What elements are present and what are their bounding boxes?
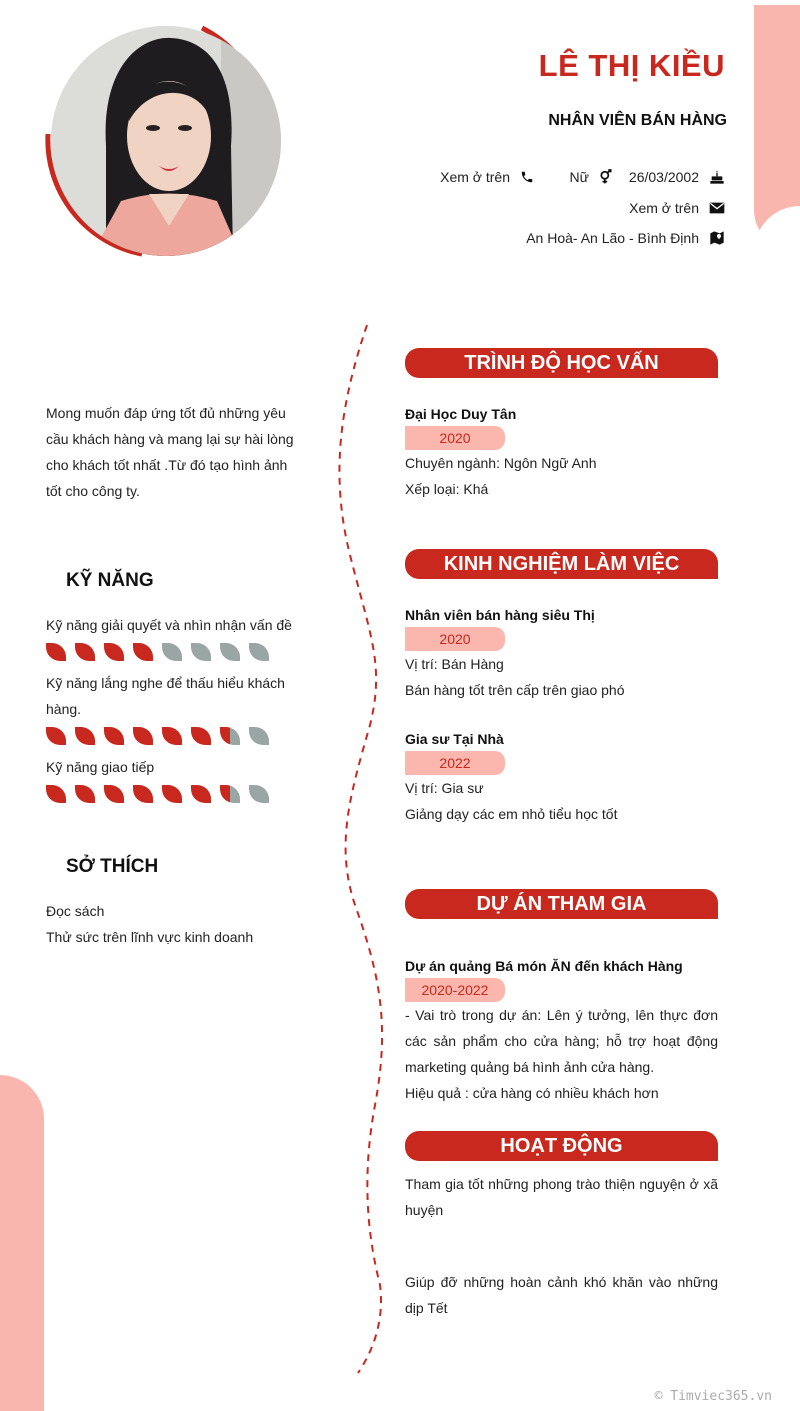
education-section-title: TRÌNH ĐỘ HỌC VẤN: [405, 348, 718, 378]
map-icon: [709, 230, 725, 246]
job-description: Bán hàng tốt trên cấp trên giao phó: [405, 682, 625, 698]
job-position: Vị trí: Gia sư: [405, 780, 484, 796]
job-company: Nhân viên bán hàng siêu Thị: [405, 607, 595, 623]
rating-leaf: [133, 643, 153, 661]
rating-leaf: [46, 727, 66, 745]
education-grade: Xếp loại: Khá: [405, 481, 489, 497]
education-year: 2020: [405, 426, 505, 450]
rating-leaf: [191, 727, 211, 745]
phone-icon: [520, 170, 534, 184]
activity-item: Tham gia tốt những phong trào thiện nguyện ở xã huyện: [405, 1176, 718, 1218]
hobby-item: Đọc sách: [46, 903, 105, 919]
address-info: [526, 230, 725, 246]
experience-section-title: KINH NGHIỆM LÀM VIỆC: [405, 549, 718, 579]
rating-leaf: [162, 785, 182, 803]
avatar: [51, 26, 281, 256]
rating-leaf: [249, 643, 269, 661]
project-role: - Vai trò trong dự án: Lên ý tưởng, lên thực đơn các sản phẩm cho cửa hàng; hỗ trợ hoạt động marketing quảng bá hình ảnh cửa hàng.: [405, 1007, 718, 1075]
rating-leaf: [191, 785, 211, 803]
phone-value: Xem ở trên: [440, 169, 510, 185]
address-value: An Hoà- An Lão - Bình Định: [526, 230, 699, 246]
skill-label: Kỹ năng giải quyết và nhìn nhận vấn đề: [46, 617, 292, 633]
rating-leaf: [133, 727, 153, 745]
job-position: Vị trí: Bán Hàng: [405, 656, 504, 672]
job-title: NHÂN VIÊN BÁN HÀNG: [548, 112, 727, 129]
career-objective: Mong muốn đáp ứng tốt đủ những yêu cầu khách hàng và mang lại sự hài lòng cho khách tốt nhất .Từ đó tạo hình ảnh tốt cho công ty.: [46, 405, 294, 499]
skill-label: Kỹ năng giao tiếp: [46, 759, 155, 775]
decorative-corner-top-right: [754, 5, 800, 250]
rating-leaf: [249, 727, 269, 745]
watermark: © Timviec365.vn: [654, 1389, 772, 1404]
project-name: Dự án quảng Bá món ĂN đến khách Hàng: [405, 958, 683, 974]
gender-icon: [599, 169, 613, 185]
rating-leaf: [220, 643, 240, 661]
rating-leaf: [75, 643, 95, 661]
skill-rating: [46, 785, 278, 803]
rating-leaf: [75, 785, 95, 803]
activities-section-title: HOẠT ĐỘNG: [405, 1131, 718, 1161]
rating-leaf: [104, 727, 124, 745]
rating-leaf: [220, 727, 240, 745]
hobbies-title: SỞ THÍCH: [66, 856, 159, 877]
skill-rating: [46, 727, 278, 745]
education-major: Chuyên ngành: Ngôn Ngữ Anh: [405, 455, 597, 471]
school-name: Đại Học Duy Tân: [405, 406, 517, 422]
rating-leaf: [162, 643, 182, 661]
rating-leaf: [220, 785, 240, 803]
email-value: Xem ở trên: [629, 200, 699, 216]
rating-leaf: [75, 727, 95, 745]
rating-leaf: [46, 785, 66, 803]
email-icon: [709, 202, 725, 214]
job-company: Gia sư Tại Nhà: [405, 731, 504, 747]
activity-item: Giúp đỡ những hoàn cảnh khó khăn vào những dịp Tết: [405, 1274, 718, 1316]
birthday-value: 26/03/2002: [628, 169, 699, 185]
gender-value: Nữ: [569, 169, 589, 185]
rating-leaf: [46, 643, 66, 661]
skill-label: Kỹ năng lắng nghe để thấu hiểu khách hàng.: [46, 675, 285, 717]
hobby-item: Thử sức trên lĩnh vực kinh doanh: [46, 929, 254, 945]
gender-info: [570, 169, 613, 185]
email-info: [629, 200, 725, 216]
rating-leaf: [104, 643, 124, 661]
skill-rating: [46, 643, 278, 661]
candidate-name: LÊ THỊ KIỀU: [538, 48, 725, 83]
wavy-divider: [330, 325, 400, 1375]
job-description: Giảng dạy các em nhỏ tiểu học tốt: [405, 806, 618, 822]
project-result: Hiệu quả : cửa hàng có nhiều khách hơn: [405, 1085, 659, 1101]
skills-title: KỸ NĂNG: [66, 570, 154, 591]
job-year: 2022: [405, 751, 505, 775]
birthday-info: [629, 169, 725, 185]
rating-leaf: [191, 643, 211, 661]
phone-info: [440, 169, 534, 185]
rating-leaf: [104, 785, 124, 803]
job-year: 2020: [405, 627, 505, 651]
rating-leaf: [249, 785, 269, 803]
projects-section-title: DỰ ÁN THAM GIA: [405, 889, 718, 919]
rating-leaf: [162, 727, 182, 745]
decorative-corner-bottom-left: [0, 1075, 44, 1411]
birthday-cake-icon: [709, 169, 725, 185]
rating-leaf: [133, 785, 153, 803]
project-year: 2020-2022: [405, 978, 505, 1002]
